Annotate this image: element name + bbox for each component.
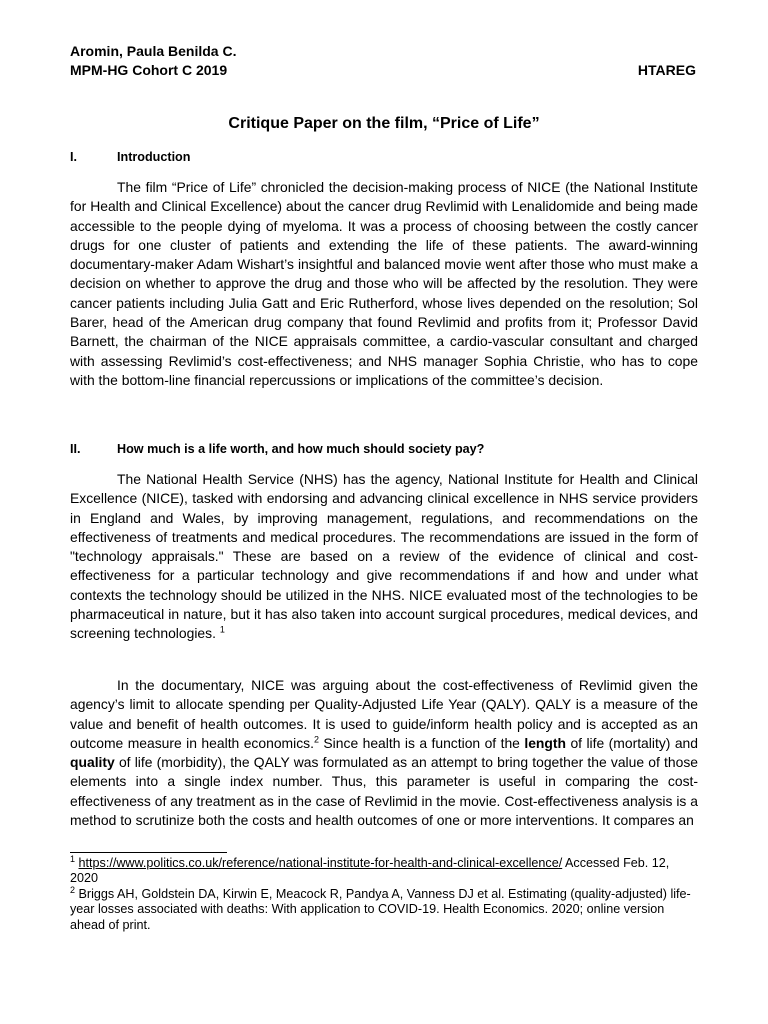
author-name: Aromin, Paula Benilda C. xyxy=(70,43,237,59)
paragraph: The film “Price of Life” chronicled the decision-making process of NICE (the National Institute for Health and Clinical Excellence) about the cancer drug Revlimid with Lenalidomide and being made accessible to the people dying of myeloma. It was a process of choosing between the costly cancer drugs for one cluster of patients and extending the life of these patients. The award-winning documentary-maker Adam Wishart’s insightful and balanced movie went after those who must make a decision on whether to approve the drug and those who will be affected by the resolution. They were cancer patients including Julia Gatt and Eric Rutherford, whose lives depended on the resolution; Sol Barer, head of the American drug company that found Revlimid and profits from it; Professor David Barnett, the chairman of the NICE appraisals committee, a cardio-vascular consultant and charged with assessing Revlimid’s cost-effectiveness; and NHS manager Sophia Christie, who has to cope with the bottom-line financial repercussions or implications of the committee’s decision. xyxy=(70,179,698,388)
section-number: II. xyxy=(70,442,81,456)
section-title: How much is a life worth, and how much should society pay? xyxy=(117,442,485,456)
footnote-ref: 2 xyxy=(313,734,319,745)
section-heading-introduction xyxy=(70,149,698,165)
footnote-ref: 1 xyxy=(219,624,225,635)
introduction-body xyxy=(70,178,698,390)
document-header xyxy=(70,42,698,80)
section-2-paragraph-2 xyxy=(70,676,698,830)
emphasis-length: length xyxy=(524,734,567,751)
paragraph-text: Since health is a function of the xyxy=(318,734,525,751)
paragraph-text: of life (mortality) and xyxy=(566,734,698,751)
footnote-link[interactable]: https://www.politics.co.uk/reference/national-institute-for-health-and-clinical-excellence/ xyxy=(78,856,563,870)
footnote-marker: 2 xyxy=(70,884,76,895)
emphasis-quality: quality xyxy=(70,754,115,771)
footnote-text: Accessed Feb. 12, 2020 xyxy=(70,856,670,886)
section-number: I. xyxy=(70,150,77,164)
footnote-marker: 1 xyxy=(70,853,76,864)
footnote-divider xyxy=(70,852,227,853)
paragraph-text: In the documentary, NICE was arguing about the cost-effectiveness of Revlimid given the agency’s limit to allocate spending per Quality-Adjusted Life Year (QALY). QALY is a measure of the value and benefit of health outcomes. It is used to guide/inform health policy and is accepted as an outcome measure in health economics. xyxy=(70,677,698,751)
program-cohort: MPM-HG Cohort C 2019 xyxy=(70,62,228,78)
paragraph xyxy=(70,676,698,830)
paper-title: Critique Paper on the film, “Price of Life” xyxy=(228,115,540,132)
footnote-text: Briggs AH, Goldstein DA, Kirwin E, Meacock R, Pandya A, Vanness DJ et al. Estimating (quality-adjusted) life-year losses associated with deaths: With application to COVID-19. Health Economics. 2020; online version ahead of print. xyxy=(70,886,691,932)
course-code: HTAREG xyxy=(637,62,696,78)
footnotes xyxy=(70,853,698,933)
paragraph-text: of life (morbidity), the QALY was formulated as an attempt to bring together the value of those elements into a single index number. Thus, this parameter is useful in comparing the cost-effectiveness of any treatment as in the case of Revlimid in the movie. Cost-effectiveness analysis is a method to scrutinize both the costs and health outcomes of one or more interventions. It compares an xyxy=(70,754,698,829)
section-title: Introduction xyxy=(117,150,191,164)
section-heading-life-worth xyxy=(70,441,698,457)
footnote-2 xyxy=(70,884,698,933)
paragraph xyxy=(70,470,698,644)
footnote-1 xyxy=(70,853,698,887)
section-2-paragraph-1 xyxy=(70,470,698,644)
paragraph-text: The National Health Service (NHS) has the agency, National Institute for Health and Clinical Excellence (NICE), tasked with endorsing and advancing clinical excellence in NHS service providers in England and Wales, by improving management, regulations, and recommendations on the effectiveness of treatments and medical procedures. The recommendations are issued in the form of "technology appraisals." These are based on a review of the evidence of clinical and cost-effectiveness for a particular technology and give recommendations if and how and under what contexts the technology should be utilized in the NHS. NICE evaluated most of the technologies to be pharmaceutical in nature, but it has also taken into account surgical procedures, medical devices, and screening technologies. xyxy=(70,471,698,642)
header-row xyxy=(70,61,698,80)
